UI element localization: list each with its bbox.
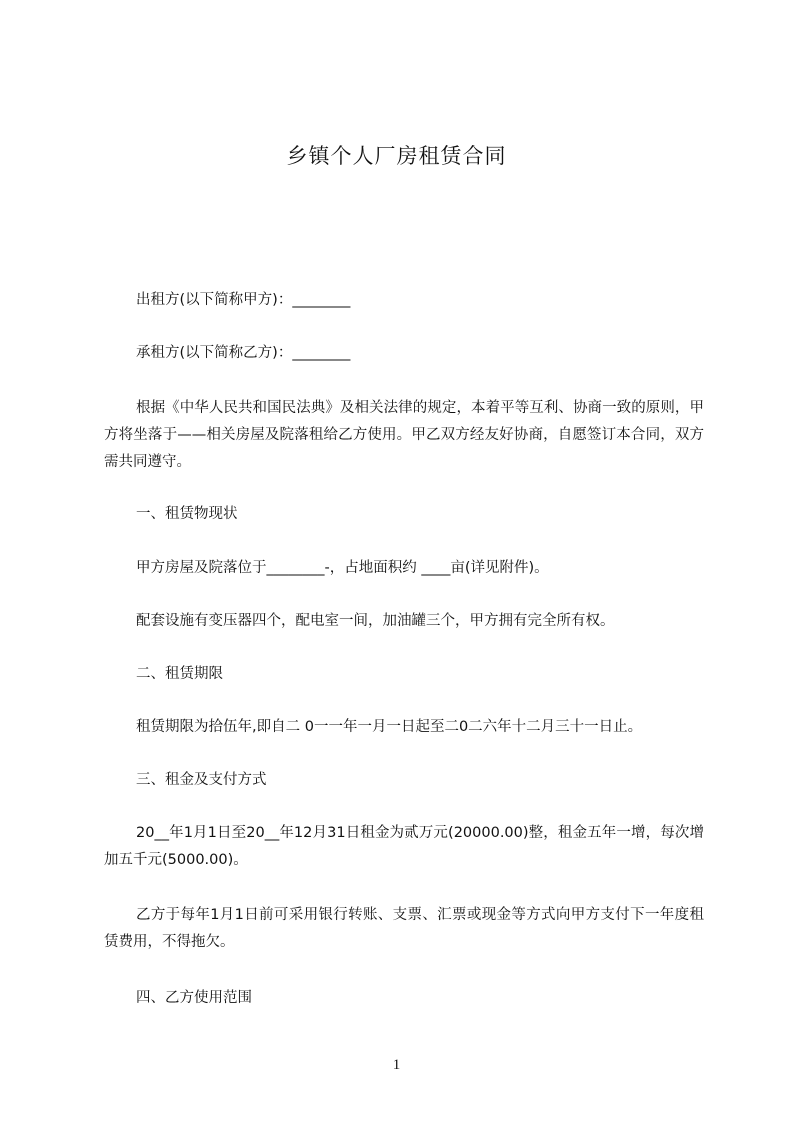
document-title: 乡镇个人厂房租赁合同: [286, 144, 507, 168]
page-number: 1: [392, 1057, 401, 1073]
section-1-facilities-line: 配套设施有变压器四个，配电室一间，加油罐三个，甲方拥有完全所有权。: [136, 613, 615, 629]
section-1-heading: 一、租赁物现状: [136, 506, 238, 522]
lessor-line: 出租方(以下简称甲方)：________: [136, 292, 351, 308]
section-3-heading: 三、租金及支付方式: [136, 772, 267, 788]
section-1-location-line: 甲方房屋及院落位于________-，占地面积约 ____亩(详见附件)。: [136, 560, 549, 576]
section-2-heading: 二、租赁期限: [136, 666, 223, 682]
section-4-heading: 四、乙方使用范围: [136, 990, 252, 1006]
intro-paragraph: 根据《中华人民共和国民法典》及相关法律的规定，本着平等互利、协商一致的原则，甲方将坐落于——相关房屋及院落租给乙方使用。甲乙双方经友好协商，自愿签订本合同，双方需共同遵守。: [104, 400, 704, 470]
section-2-term-line: 租赁期限为拾伍年,即自二 0一一年一月一日起至二0二六年十二月三十一日止。: [136, 719, 643, 735]
section-3-payment-paragraph: 乙方于每年1月1日前可采用银行转账、支票、汇票或现金等方式向甲方支付下一年度租赁费用，不得拖欠。: [104, 907, 704, 950]
lessee-line: 承租方(以下简称乙方)：________: [136, 345, 351, 361]
section-3-rent-paragraph: 20__年1月1日至20__年12月31日租金为贰万元(20000.00)整，租金五年一增，每次增加五千元(5000.00)。: [104, 825, 704, 868]
